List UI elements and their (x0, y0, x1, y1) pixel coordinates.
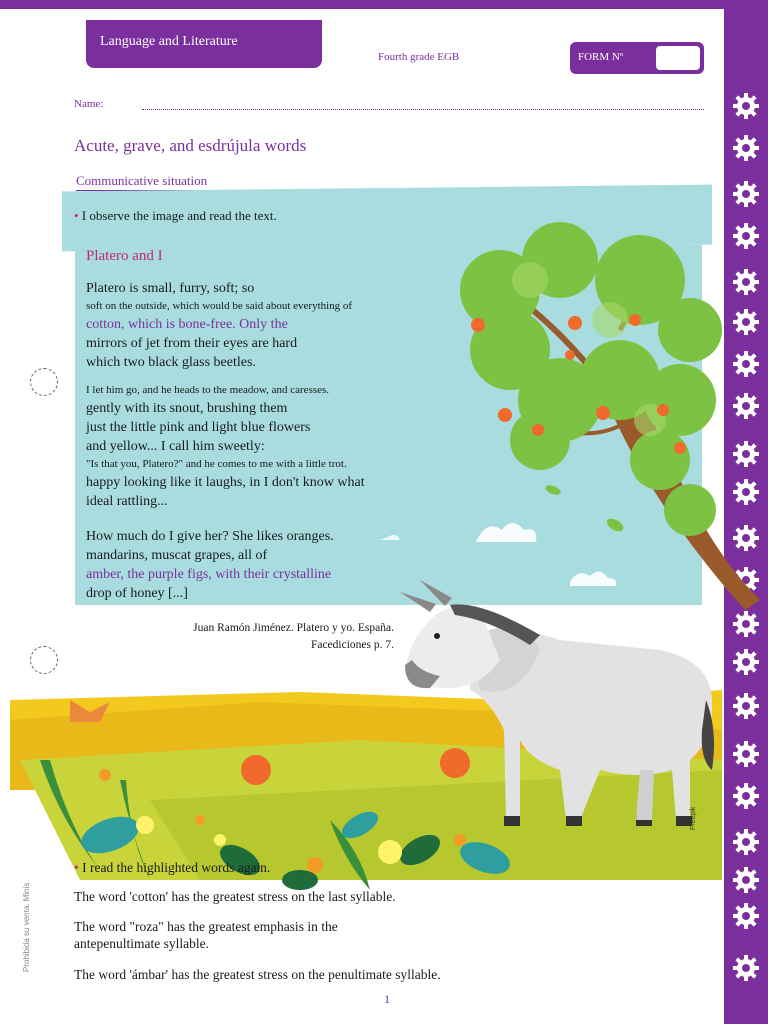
punch-hole-icon (30, 368, 58, 396)
form-number-label: FORM Nº (578, 51, 624, 63)
illustration-credit: Freepik (690, 806, 697, 830)
statement-ambar: The word 'ámbar' has the greatest stress on the penultimate syllable. (74, 967, 441, 982)
statement-cotton: The word 'cotton' has the greatest stress on the last syllable. (74, 889, 396, 904)
poem-line: which two black glass beetles. (86, 355, 256, 370)
section-heading: Communicative situation (76, 173, 207, 191)
poem-title: Platero and I (86, 248, 163, 264)
bullet-icon: • (74, 860, 79, 875)
poem-line: mirrors of jet from their eyes are hard (86, 336, 298, 351)
poem-stanza-1 (86, 279, 426, 372)
poem-credit (193, 620, 394, 654)
credit-line: Facediciones p. 7. (310, 639, 394, 651)
poem-line: happy looking like it laughs, in I don't know what (86, 475, 365, 490)
side-note: Prohibida su venta. Minis (22, 882, 31, 972)
poem-line: drop of honey [...] (86, 586, 188, 601)
poem-line: "Is that you, Platero?" and he comes to me with a little trot. (86, 458, 347, 470)
poem-stanza-2 (86, 382, 426, 511)
name-label: Name: (74, 98, 104, 110)
grade-label: Fourth grade EGB (378, 51, 460, 63)
instruction-reread (74, 860, 714, 876)
poem-line: just the little pink and light blue flowers (86, 420, 311, 435)
page-title: Acute, grave, and esdrújula words (74, 136, 307, 155)
poem-stanza-3 (86, 527, 426, 603)
poem-line: I let him go, and he heads to the meadow, and caresses. (86, 384, 330, 396)
poem-line: How much do I give her? She likes oranges. (86, 529, 334, 544)
punch-hole-icon (30, 646, 58, 674)
poem-line: gently with its snout, brushing them (86, 401, 288, 416)
subject-tab: Language and Literature (86, 20, 322, 68)
poem-line: and yellow... I call him sweetly: (86, 439, 265, 454)
statement-roza-cont: antepenultimate syllable. (74, 936, 209, 951)
poem-line: ideal rattling... (86, 494, 168, 509)
poem-line-highlighted: amber, the purple figs, with their crystalline (86, 567, 332, 582)
poem-line: soft on the outside, which would be said about everything of (86, 300, 353, 312)
credit-line: Juan Ramón Jiménez. Platero y yo. España. (193, 622, 394, 634)
statement-roza: The word "roza" has the greatest emphasis in the (74, 919, 338, 934)
poem-line: Platero is small, furry, soft; so (86, 281, 255, 296)
poem-line-highlighted: cotton, which is bone-free. Only the (86, 317, 288, 332)
poem-line: mandarins, muscat grapes, all of (86, 548, 268, 563)
page-number: 1 (384, 992, 390, 1006)
instruction-reread-text: I read the highlighted words again. (82, 860, 271, 875)
bullet-icon: • (74, 208, 79, 223)
instruction-observe-text: I observe the image and read the text. (81, 208, 277, 223)
instruction-observe (74, 208, 277, 224)
